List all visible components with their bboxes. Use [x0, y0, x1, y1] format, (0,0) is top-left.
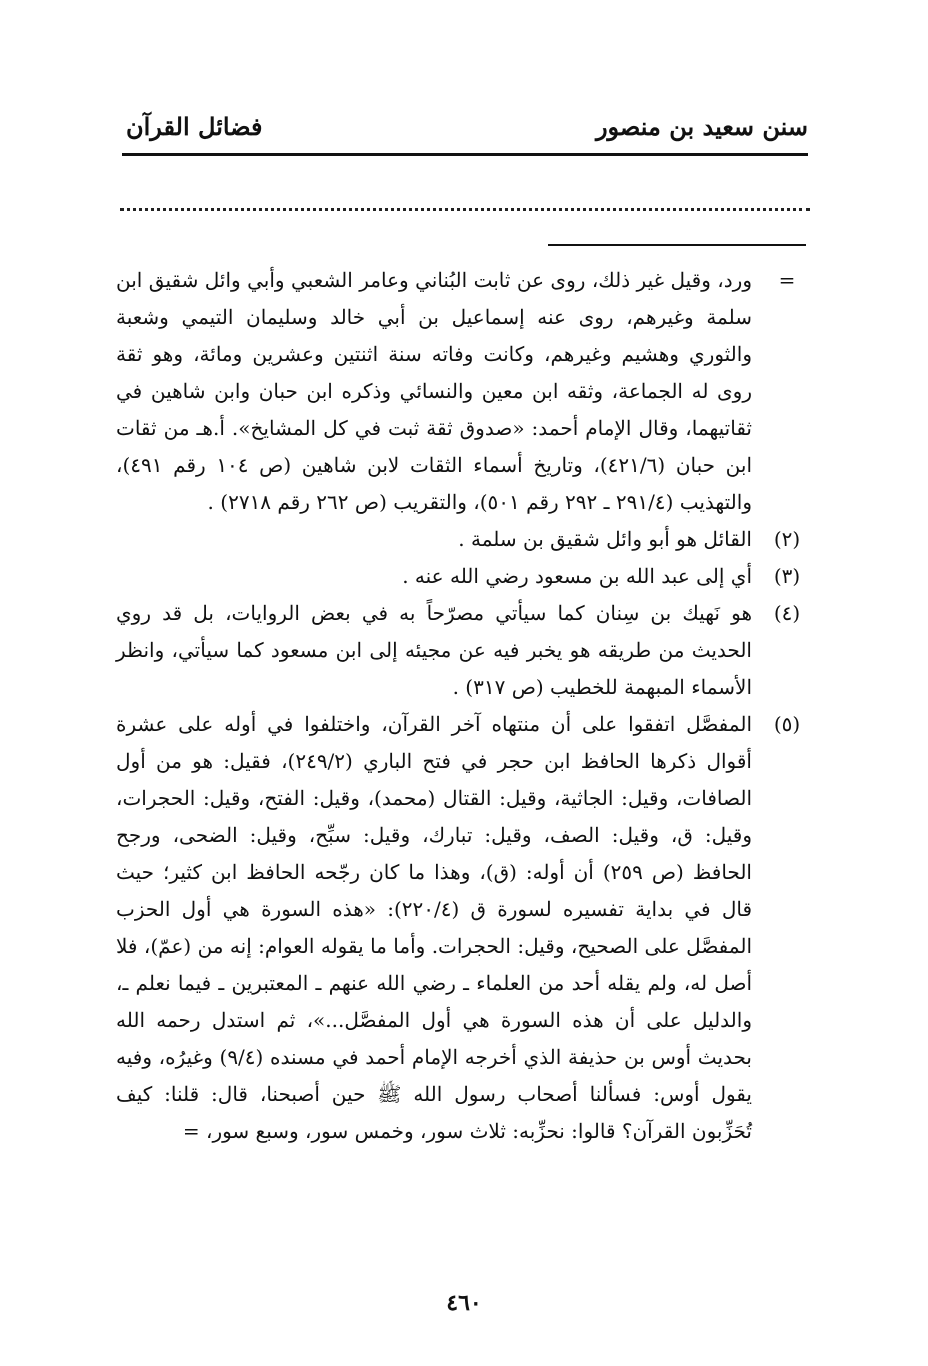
footnote-text: أي إلى عبد الله بن مسعود رضي الله عنه .	[402, 564, 752, 588]
footnote-text: المفصَّل اتفقوا على أن منتهاه آخر القرآن، واختلفوا في أوله على عشرة أقوال ذكرها الحافظ ابن حجر في فتح الباري (٢٤٩/٢)، فقيل: هو من أول الصافات، وقيل: الجاثية، وقيل: القتال (محمد)، وقيل: الفتح، وقيل: الحجرات، وقيل: ق، وقيل: الصف، وقيل: تبارك، وقيل: سبِّح، وقيل: الضحى، ورجح الحافظ (ص ٢٥٩) أن أوله: (ق)، وهذا ما كان رجّحه الحافظ ابن كثير؛ حيث قال في بداية تفسيره لسورة ق (٢٢٠/٤): «هذه السورة هي أول الحزب المفصَّل على الصحيح، وقيل: الحجرات. وأما ما يقوله العوام: إنه من (عمّ)، فلا أصل له، ولم يقله أحد من العلماء ـ رضي الله عنهم ـ المعتبرين ـ فيما نعلم ـ، والدليل على أن هذه السورة هي أول المفصَّل...»، ثم استدل رحمه الله بحديث أوس بن حذيفة الذي أخرجه الإمام أحمد في مسنده (٩/٤) وغيرُه، وفيه يقول أوس: فسألنا أصحاب رسول الله ﷺ حين أصبحنا، قال: قلنا: كيف تُحَزِّبون القرآن؟ قالوا: نحزِّبه: ثلاث سور، وخمس سور، وسبع سور، =	[116, 712, 753, 1143]
footnote-item	[116, 558, 816, 595]
dotted-separator	[120, 208, 810, 211]
footnote-item	[116, 595, 816, 706]
footnote-marker: (٥)	[773, 712, 801, 736]
footnote-item	[116, 521, 816, 558]
footnote-marker: (٤)	[773, 601, 801, 625]
page-number: ٤٦٠	[446, 1290, 482, 1316]
footnote-text: هو نَهيك بن سِنان كما سيأتي مصرّحاً به في بعض الروايات، بل قد روي الحديث من طريقه هو يخبر فيه عن مجيئه إلى ابن مسعود كما سيأتي، وانظر الأسماء المبهمة للخطيب (ص ٣١٧) .	[116, 601, 752, 699]
running-header-section-title: فضائل القرآن	[126, 112, 263, 141]
header-rule	[122, 153, 808, 156]
footnote-item	[116, 706, 816, 1150]
footnote-marker: (٣)	[773, 564, 801, 588]
footnote-text: القائل هو أبو وائل شقيق بن سلمة .	[458, 527, 752, 551]
footnote-marker: (٢)	[773, 527, 801, 551]
footnote-marker: =	[778, 268, 796, 292]
footnote-text: ورد، وقيل غير ذلك، روى عن ثابت البُناني وعامر الشعبي وأبي وائل شقيق ابن سلمة وغيرهم، روى عنه إسماعيل بن أبي خالد وسليمان التيمي وشعبة والثوري وهشيم وغيرهم، وكانت وفاته سنة اثنتين وعشرين ومائة، وهو ثقة روى له الجماعة، وثقه ابن معين والنسائي وذكره ابن حبان وابن شاهين في ثقاتيهما، وقال الإمام أحمد: «صدوق ثقة ثبت في كل المشايخ». أ.هـ من ثقات ابن حبان (٤٢١/٦)، وتاريخ أسماء الثقات لابن شاهين (ص ١٠٤ رقم ٤٩١)، والتهذيب (٢٩١/٤ ـ ٢٩٢ رقم ٥٠١)، والتقريب (ص ٢٦٢ رقم ٢٧١٨) .	[116, 268, 752, 514]
footnote-separator-rule	[548, 244, 806, 246]
footnote-item	[116, 262, 816, 521]
footnotes-list	[116, 262, 816, 1150]
running-header-book-title: سنن سعيد بن منصور	[595, 112, 808, 141]
